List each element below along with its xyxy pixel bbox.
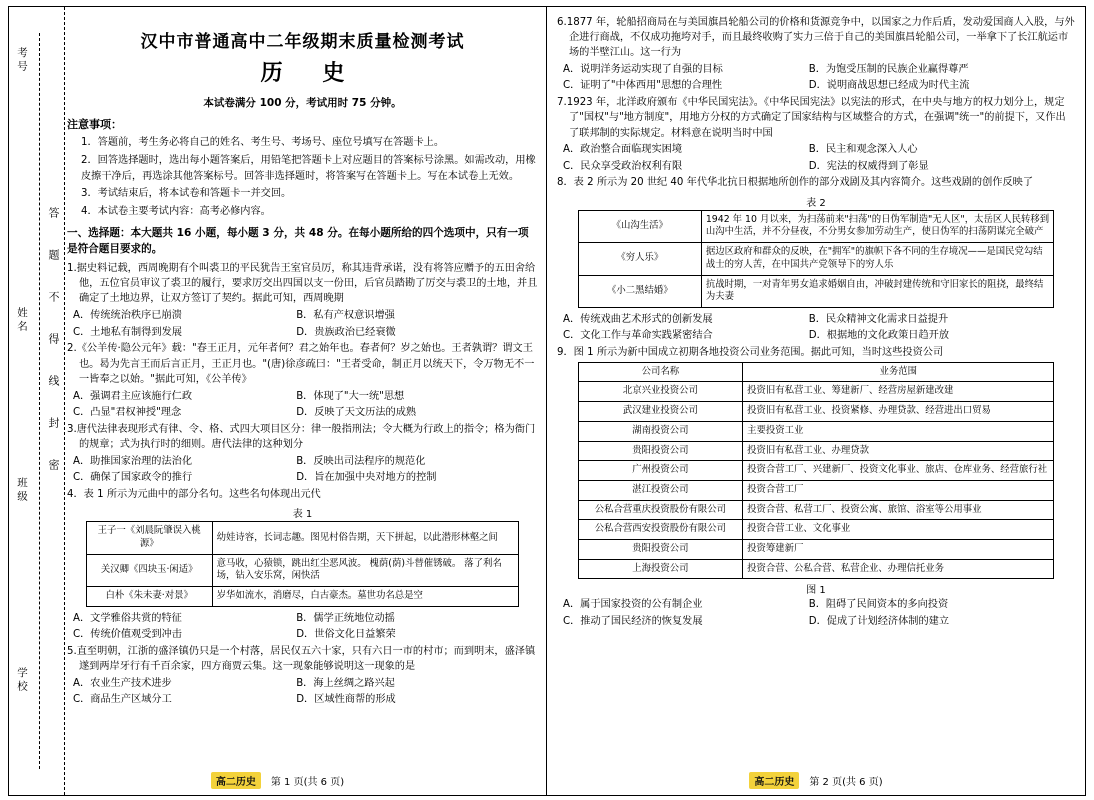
question-text: 1923 年，北洋政府颁布《中华民国宪法》。《中华民国宪法》以宪法的形式，在中央与地方的权力划分上，规定了"国权"与"地方制度"，用地方分权的方式确定了国家结构与区域整合的方式，在强调"统一"的前提下，又作出了联邦制的实际规定。材料意在说明当时中国 [566, 96, 1066, 139]
option-a[interactable]: A．助推国家治理的法治化 [73, 455, 193, 467]
table-header-scope: 业务范围 [743, 362, 1054, 382]
table-1-caption: 表 1 [292, 509, 313, 521]
option-d[interactable]: D．世俗文化日益繁荣 [296, 629, 396, 641]
section-one-heading: 一、选择题：本大题共 16 小题，每小题 3 分，共 48 分。在每小题所给的四个选项中，只有一项是符合题目要求的。 [67, 227, 529, 255]
right-page-footer [547, 772, 1085, 789]
question-7-options-row [557, 159, 1075, 174]
field-class: 班级 [16, 477, 28, 504]
business-scope: 投资旧有私营工业、投资紧修、办理贷款、经营进出口贸易 [743, 402, 1054, 422]
business-scope: 投资旧有私营工业、办理贷款 [743, 441, 1054, 461]
question-1-options-row [67, 308, 538, 323]
table-row [578, 441, 1054, 461]
footer-badge: 高二历史 [749, 772, 799, 789]
option-c[interactable]: C．证明了"中体西用"思想的合理性 [563, 80, 723, 92]
question-5-options-row [67, 676, 538, 691]
option-b[interactable]: B．民主和观念深入人心 [808, 144, 918, 156]
table-cell-content: 岁华如流水，消磨尽，白古豪杰。墓世功名总是空 [212, 587, 519, 607]
question-7-options-row [557, 142, 1075, 157]
business-scope: 投资合营工厂 [743, 480, 1054, 500]
business-scope: 主要投资工业 [743, 421, 1054, 441]
option-b[interactable]: B．阻碍了民间资本的多向投资 [808, 599, 949, 611]
company-name: 贵阳投资公司 [578, 441, 742, 461]
table-header-row [578, 362, 1054, 382]
option-c[interactable]: C．推动了国民经济的恢复发展 [563, 615, 703, 627]
question-2 [67, 341, 538, 387]
question-4-options-row [67, 627, 538, 642]
option-b[interactable]: B．反映出司法程序的规范化 [296, 455, 426, 467]
business-scope: 投资旧有私营工业、筹建新厂、经营房屋新建改建 [743, 382, 1054, 402]
note-item: 1．答题前，考生务必将自己的姓名、考生号、考场号、座位号填写在答题卡上。 [81, 137, 445, 148]
business-scope: 投资筹建新厂 [743, 539, 1054, 559]
option-b[interactable]: B．儒学正统地位动摇 [296, 612, 395, 624]
left-page [9, 7, 547, 795]
question-2-options-row [67, 389, 538, 404]
table-cell-title: 王子一《刘晨阮肇误入桃源》 [86, 522, 212, 554]
footer-page-number: 第 1 页(共 6 页) [270, 777, 345, 788]
question-3-options-row [67, 454, 538, 469]
business-scope: 投资合营、私营工厂、投资公寓、旅馆、浴室等公用事业 [743, 500, 1054, 520]
company-name: 湛江投资公司 [578, 480, 742, 500]
question-text: 1877 年，轮船招商局在与美国旗昌轮船公司的价格和货源竞争中，以国家之力作后盾，发动爱国商人入股，与外企进行商战，不仅成功拖垮对手，而且最终收购了实力三倍于自己的美国旗昌轮船公司，一举拿下了长江航运市场的半壁江山。这一行为 [566, 16, 1075, 59]
question-8-options-row [557, 312, 1075, 327]
question-3 [67, 422, 538, 453]
option-b[interactable]: B．为饱受压制的民族企业赢得尊严 [808, 63, 969, 75]
table-cell-title: 白朴《朱未妻·对景》 [86, 587, 212, 607]
table-cell-title: 《山沟生活》 [578, 210, 701, 242]
question-9-options-row [557, 597, 1075, 612]
table-row [578, 382, 1054, 402]
table-2 [578, 210, 1055, 308]
field-exam-number: 考号 [16, 47, 28, 74]
question-text: 据史料记载，西周晚期有个叫裘卫的平民犹告王室官员厉，称其违背承诺，没有将答应赠予的五田舍给他，五位官员审议了裘卫的履行，要求厉交出四国以支一份田，后官员踏勘了厉交与裘卫的土地，并且确定了土地边界，让双方签订了契约。据此可知，西周晚期 [76, 262, 538, 305]
question-6-options-row [557, 78, 1075, 93]
question-2-options-row [67, 405, 538, 420]
option-d[interactable]: D．宪法的权威得到了彰显 [808, 160, 929, 172]
table-row [578, 243, 1054, 275]
company-name: 上海投资公司 [578, 559, 742, 579]
option-c[interactable]: C．凸显"君权神授"理念 [73, 407, 182, 419]
table-row [578, 559, 1054, 579]
table-row [86, 554, 518, 586]
footer-badge: 高二历史 [211, 772, 261, 789]
question-number: 2. [67, 343, 77, 355]
question-9-options-row [557, 614, 1075, 629]
table-1 [86, 521, 519, 606]
figure-1-caption: 图 1 [806, 585, 826, 597]
table-cell-content: 抗战时期，一对青年男女追求婚姻自由，冲破封建传统和守旧家长的阻挠，最终结为夫妻 [701, 275, 1053, 307]
table-cell-title: 关汉卿《四块玉·闲适》 [86, 554, 212, 586]
option-c[interactable]: C．民众享受政治权利有限 [563, 160, 683, 172]
table-row [578, 275, 1054, 307]
question-1 [67, 261, 538, 307]
table-cell-content: 幼娃诗容，长词志趣。图见村俗告期，天下拼起，以此潜形林壑之间 [212, 522, 519, 554]
company-name: 武汉建业投资公司 [578, 402, 742, 422]
right-page-content [557, 13, 1075, 765]
table-row [578, 421, 1054, 441]
field-school: 学校 [16, 667, 28, 694]
company-name: 北京兴业投资公司 [578, 382, 742, 402]
left-page-content [67, 13, 538, 765]
seal-text: 答 题 不 得 线 封 密 [47, 207, 60, 479]
option-d[interactable]: D．反映了天文历法的成熟 [296, 407, 417, 419]
option-a[interactable]: A．传统统治秩序已崩溃 [73, 310, 182, 322]
company-name: 公私合营重庆投资股份有限公司 [578, 500, 742, 520]
subject-title: 历 史 [260, 60, 361, 86]
table-row [578, 210, 1054, 242]
option-c[interactable]: C．土地私有制得到发展 [73, 326, 182, 338]
business-scope: 投资合营、公私合营、私营企业、办理信托业务 [743, 559, 1054, 579]
paper-sheet [8, 6, 1086, 796]
option-c[interactable]: C．传统价值观受到冲击 [73, 629, 182, 641]
option-b[interactable]: B．私有产权意识增强 [296, 310, 395, 322]
table-2-caption: 表 2 [806, 197, 826, 209]
table-cell-content: 据边区政府和群众的反映，在"拥军"的旗帜下各不同的生存境况——是国民党勾结战士的穷人苦，在中国共产党领导下的穷人乐 [701, 243, 1053, 275]
option-c[interactable]: C．文化工作与革命实践紧密结合 [563, 330, 713, 342]
question-text: 直至明朝，江浙的盛泽镇仍只是一个村落，居民仅五六十家，只有六日一市的村市；而到明末，盛泽镇遂到两岸牙行有千百余家，四方商贾云集。这一现象能够说明这一现象的是 [76, 645, 536, 673]
option-d[interactable]: D．区域性商帮的形成 [296, 694, 396, 706]
table-row [578, 500, 1054, 520]
student-info-strip [9, 7, 65, 795]
table-row [578, 480, 1054, 500]
question-7 [557, 95, 1075, 141]
question-8-options-row [557, 328, 1075, 343]
note-item: 3．考试结束后，将本试卷和答题卡一并交回。 [81, 188, 292, 200]
question-number: 5. [67, 645, 77, 657]
table-cell-content: 1942 年 10 月以来，为扫荡前来"扫荡"的日伪军制造"无人区"，太岳区人民转移到山沟中生活，并不分昼夜，不分男女参加劳动生产，使日伪军的扫荡阴谋完全破产 [701, 210, 1053, 242]
company-name: 公私合营西安投资股份有限公司 [578, 520, 742, 540]
option-a[interactable]: A．属于国家投资的公有制企业 [563, 599, 703, 611]
company-name: 广州投资公司 [578, 461, 742, 481]
option-a[interactable]: A．传统戏曲艺术形式的创新发展 [563, 313, 713, 325]
option-a[interactable]: A．说明洋务运动实现了自强的目标 [563, 63, 723, 75]
table-row [578, 461, 1054, 481]
option-d[interactable]: D．促成了计划经济体制的建立 [808, 615, 950, 627]
question-number: 3. [67, 423, 77, 435]
question-text: 《公羊传·隐公元年》载："春王正月，元年者何？君之始年也。春者何？岁之始也。王者孰谓？谓文王也。曷为先言王而后言正月，王正月也。"(唐)徐彦疏曰："王者受命，制正月以统天下，令万物无不一一皆奉之以始。"据此可知，《公羊传》 [76, 343, 535, 385]
table-cell-title: 《小二黑结婚》 [578, 275, 701, 307]
question-text: 唐代法律表现形式有律、令、格、式四大项目区分：律一般指刑法；令大概为行政上的指令；格为衙门的规章；式为执行时的细则。唐代法律的这种划分 [76, 423, 536, 451]
question-4: 4．表 1 所示为元曲中的部分名句。这些名句体现出元代 [67, 489, 321, 500]
option-d[interactable]: D．贵族政治已经衰微 [296, 326, 396, 338]
question-3-options-row [67, 470, 538, 485]
table-row [86, 587, 518, 607]
option-c[interactable]: C．商品生产区域分工 [73, 694, 172, 706]
option-b[interactable]: B．民众精神文化需求日益提升 [808, 313, 949, 325]
table-cell-content: 意马收，心猿锁，跳出红尘恶风波。 槐荫(荫)斗替催锈破。 落了利名场，钻入安乐窝，闲快活 [212, 554, 519, 586]
option-b[interactable]: B．海上丝绸之路兴起 [296, 677, 395, 689]
page-title: 汉中市普通高中二年级期末质量检测考试 [140, 32, 465, 52]
option-a[interactable]: A．政治整合面临现实困境 [563, 144, 683, 156]
company-name: 湖南投资公司 [578, 421, 742, 441]
table-row [578, 520, 1054, 540]
option-a[interactable]: A．强调君主应该施行仁政 [73, 390, 193, 402]
table-row [578, 539, 1054, 559]
business-scope: 投资合营工业、文化事业 [743, 520, 1054, 540]
note-item: 4．本试卷主要考试内容：高考必修内容。 [81, 206, 271, 218]
option-d[interactable]: D．旨在加强中央对地方的控制 [296, 472, 437, 484]
option-d[interactable]: D．根据地的文化政策日趋开放 [808, 330, 950, 342]
question-number: 6. [557, 16, 567, 28]
question-9: 9．图 1 所示为新中国成立初期各地投资公司业务范围。据此可知，当时这些投资公司 [557, 346, 944, 358]
full-mark-line: 本试卷满分 100 分，考试用时 75 分钟。 [203, 97, 402, 109]
right-page [547, 7, 1085, 795]
notes-heading: 注意事项： [67, 118, 122, 131]
table-cell-title: 《穷人乐》 [578, 243, 701, 275]
question-number: 7. [557, 96, 567, 108]
option-c[interactable]: C．确保了国家政令的推行 [73, 472, 193, 484]
table-row [86, 522, 518, 554]
question-4-options-row [67, 611, 538, 626]
company-name: 贵阳投资公司 [578, 539, 742, 559]
note-item: 2．回答选择题时，选出每小题答案后，用铅笔把答题卡上对应题目的答案标号涂黑。如需改动，用橡皮擦干净后，再选涂其他答案标号。回答非选择题时，将答案写在答题卡上。写在本试卷上无效。 [81, 154, 536, 182]
footer-page-number: 第 2 页(共 6 页) [809, 777, 883, 788]
option-d[interactable]: D．说明商战思想已经成为时代主流 [808, 80, 970, 92]
business-scope: 投资合营工厂、兴建新厂、投资文化事业、旅店、仓库业务、经营旅行社 [743, 461, 1054, 481]
question-6 [557, 15, 1075, 61]
option-a[interactable]: A．农业生产技术进步 [73, 677, 172, 689]
table-header-company: 公司名称 [578, 362, 742, 382]
question-8: 8．表 2 所示为 20 世纪 40 年代华北抗日根据地所创作的部分戏剧及其内容简介。这些戏剧的创作反映了 [557, 177, 1034, 189]
left-page-footer [9, 772, 546, 789]
question-number: 1. [67, 262, 77, 274]
question-1-options-row [67, 325, 538, 340]
table-3 [578, 362, 1055, 580]
field-name: 姓名 [16, 307, 28, 334]
table-row [578, 402, 1054, 422]
option-b[interactable]: B．体现了"大一统"思想 [296, 390, 405, 402]
question-5-options-row [67, 692, 538, 707]
question-6-options-row [557, 62, 1075, 77]
option-a[interactable]: A．文学雅俗共赏的特征 [73, 612, 182, 624]
seal-dashed-line [39, 33, 40, 769]
question-5 [67, 644, 538, 675]
